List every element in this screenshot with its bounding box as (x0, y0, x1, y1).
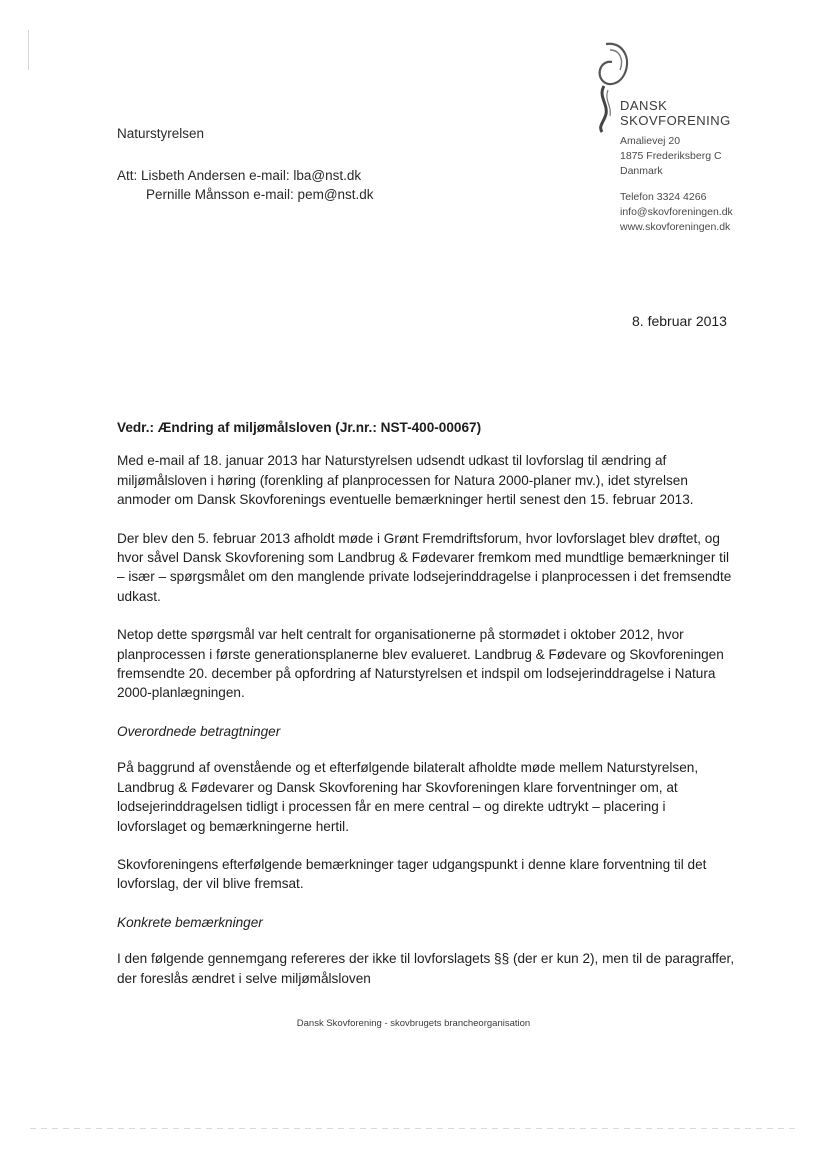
logo-line: DANSK (620, 98, 668, 113)
scan-artifact (28, 30, 29, 70)
subject-line: Vedr.: Ændring af miljømålsloven (Jr.nr.: NST-400-00067) (117, 420, 482, 435)
paragraph: Der blev den 5. februar 2013 afholdt møde i Grønt Fremdriftsforum, hvor lovforslaget blev drøftet, og hvor såvel Dansk Skovforening som Landbrug & Fødevarer fremkom med mundtlige bemærkninger til – især – spørgsmålet om den manglende private lodsejerinddragelse i planprocessen i det fremsendte udkast. (117, 530, 732, 604)
recipient: Naturstyrelsen (117, 126, 205, 141)
email-link[interactable]: info@skovforeningen.dk (620, 206, 733, 218)
phone-text: Telefon 3324 4266 (620, 191, 707, 203)
paragraph: Skovforeningens efterfølgende bemærkninger tager udgangspunkt i denne klare forventning til det lovforslag, der vil blive fremsat. (117, 856, 707, 892)
attention-person: Lisbeth Andersen e-mail: lba@nst.dk (141, 168, 362, 183)
address-line: Danmark (620, 165, 663, 177)
letter-body (117, 418, 737, 1007)
address-line: Amalievej 20 (620, 135, 681, 147)
org-contact (620, 190, 733, 235)
scan-artifact (30, 1128, 800, 1129)
address-line: 1875 Frederiksberg C (620, 150, 722, 162)
attention-label: Att: (117, 168, 138, 183)
logo-line: SKOVFORENING (620, 113, 731, 128)
org-address (620, 134, 722, 179)
paragraph: På baggrund af ovenstående og et efterfølgende bilateralt afholdte møde mellem Naturstyrelsen, Landbrug & Fødevarer og Dansk Skovforening har Skovforeningen klare forventninger om, at lodsejerinddragelsen tidligt i processen får en mere central – og direkte udtrykt – placering i lovforslaget og bemærkningerne hertil. (117, 760, 699, 834)
paragraph: Netop dette spørgsmål var helt centralt for organisationerne på stormødet i oktober 2012, hvor planprocessen i første generationsplanerne blev evalueret. Landbrug & Fødevare og Skovforeningen fremsendte 20. december på opfordring af Naturstyrelsen et indspil om lodsejerinddragelse i Natura 2000-planlægningen. (117, 627, 724, 701)
website-link[interactable]: www.skovforeningen.dk (620, 221, 731, 233)
section-heading: Konkrete bemærkninger (117, 914, 263, 930)
letter-date: 8. februar 2013 (632, 313, 727, 329)
paragraph: Med e-mail af 18. januar 2013 har Naturstyrelsen udsendt udkast til lovforslag til ændring af miljømålsloven i høring (forenkling af planprocessen for Natura 2000-planer mv.), idet styrelsen anmoder om Dansk Skovforenings eventuelle bemærkninger hertil senest den 15. februar 2013. (117, 453, 694, 508)
section-heading: Overordnede betragtninger (117, 723, 281, 739)
paragraph: I den følgende gennemgang refereres der ikke til lovforslagets §§ (der er kun 2), men til de paragraffer, der foreslås ændret i selve miljømålsloven (117, 951, 735, 986)
attention-person: Pernille Månsson e-mail: pem@nst.dk (146, 187, 374, 202)
attention-block (117, 166, 374, 204)
page-footer: Dansk Skovforening - skovbrugets brancheorganisation (296, 1018, 531, 1029)
